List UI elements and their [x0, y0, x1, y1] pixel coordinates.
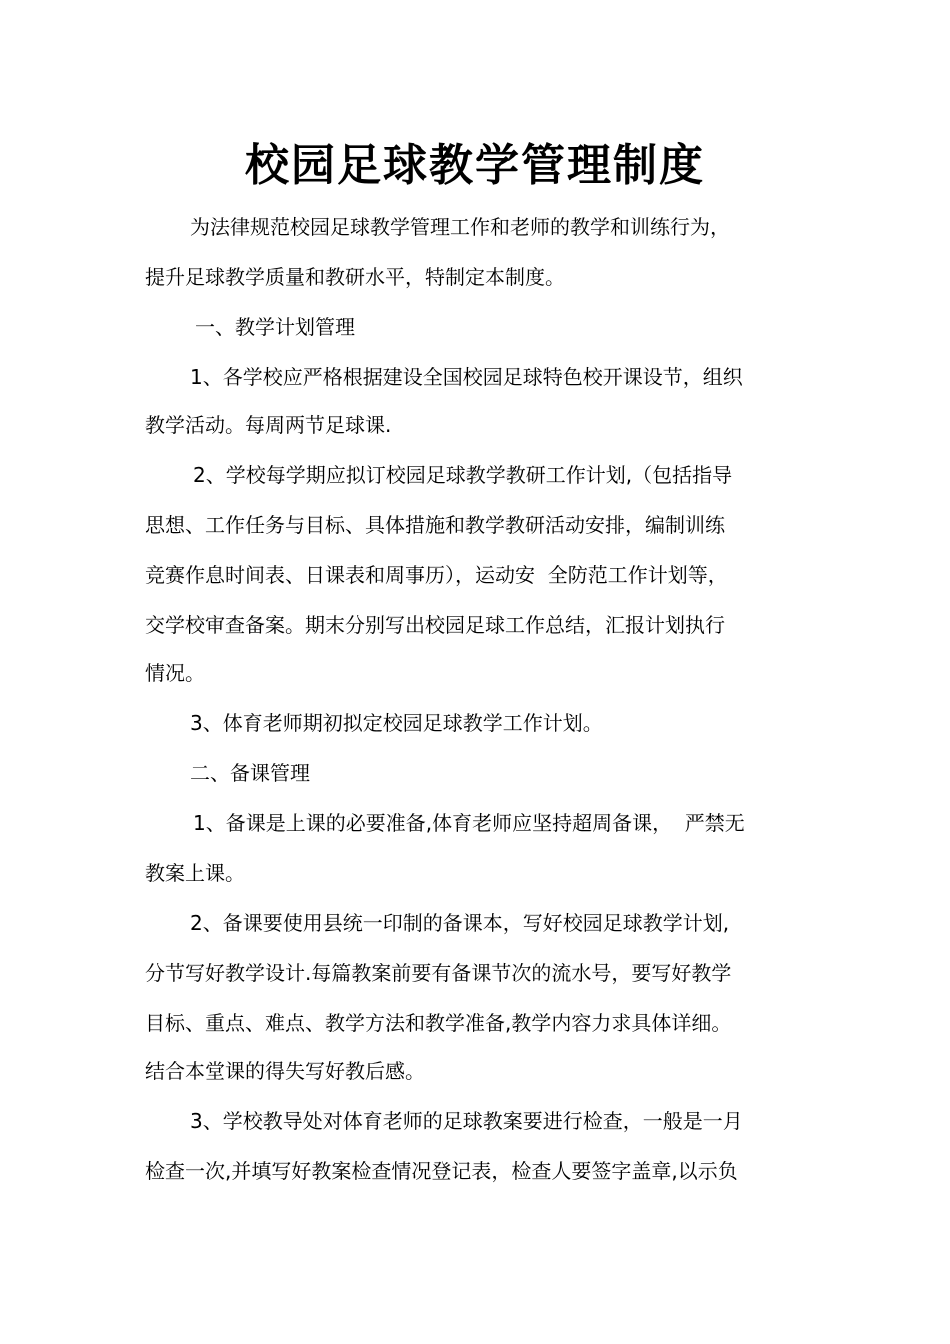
- paragraph-line: 1、备课是上课的必要准备,体育老师应坚持超周备课， 严禁无: [193, 811, 745, 835]
- paragraph-line: 教案上课。: [145, 861, 245, 885]
- paragraph-line: 2、学校每学期应拟订校园足球教学教研工作计划,（包括指导: [193, 463, 733, 487]
- paragraph-line: 交学校审查备案。期末分别写出校园足球工作总结，汇报计划执行: [145, 613, 725, 637]
- paragraph-line: 为法律规范校园足球教学管理工作和老师的教学和训练行为，: [190, 215, 730, 239]
- paragraph-line: 思想、工作任务与目标、具体措施和教学教研活动安排，编制训练: [145, 513, 725, 537]
- paragraph-line: 1、各学校应严格根据建设全国校园足球特色校开课设节，组织: [190, 365, 743, 389]
- paragraph-line: 提升足球教学质量和教研水平，特制定本制度。: [145, 265, 565, 289]
- paragraph-line: 3、学校教导处对体育老师的足球教案要进行检查，一般是一月: [190, 1109, 743, 1133]
- paragraph-line: 检查一次,并填写好教案检查情况登记表，检查人要签字盖章,以示负: [145, 1159, 738, 1183]
- paragraph-line: 结合本堂课的得失写好教后感。: [145, 1059, 425, 1083]
- paragraph-line: 目标、重点、难点、教学方法和教学准备,教学内容力求具体详细。: [145, 1011, 732, 1035]
- section-heading: 一、教学计划管理: [195, 315, 355, 339]
- paragraph-line: 2、备课要使用县统一印制的备课本，写好校园足球教学计划,: [190, 911, 730, 935]
- document-title: 校园足球教学管理制度: [245, 140, 705, 191]
- paragraph-line: 教学活动。每周两节足球课.: [145, 413, 392, 437]
- section-heading: 二、备课管理: [190, 761, 310, 785]
- paragraph-line: 情况。: [145, 661, 205, 685]
- paragraph-line: 分节写好教学设计.每篇教案前要有备课节次的流水号，要写好教学: [145, 961, 732, 985]
- paragraph-line: 3、体育老师期初拟定校园足球教学工作计划。: [190, 711, 603, 735]
- paragraph-line: 竞赛作息时间表、日课表和周事历），运动安 全防范工作计划等，: [145, 563, 728, 587]
